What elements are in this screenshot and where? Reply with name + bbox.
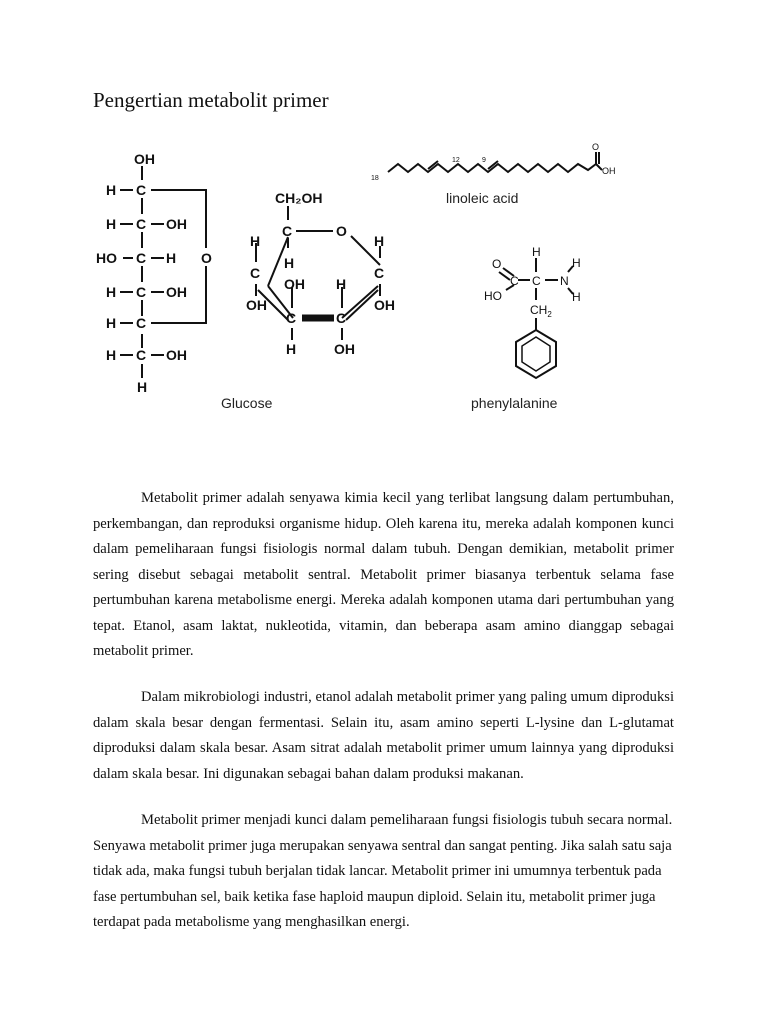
paragraph-1: Metabolit primer adalah senyawa kimia kecil yang terlibat langsung dalam pertumbuhan, perkembangan, dan reproduksi organisme hidup. Oleh karena itu, mereka adalah komponen kunci dalam pemeliharaan fungsi fisiologis normal dalam tubuh. Dengan demikian, metabolit primer sering disebut sebagai metabolit sentral. Metabolit primer biasanya terbentuk selama fase pertumbuhan karena metabolisme energi. Mereka adalah komponen utama dari pertumbuhan yang tepat. Etanol, asam laktat, nukleotida, vitamin, dan beberapa asam amino dianggap sebagai metabolit primer. <box>93 490 674 659</box>
svg-text:H: H <box>166 250 177 266</box>
svg-text:C: C <box>532 274 541 288</box>
svg-text:9: 9 <box>482 157 486 164</box>
svg-text:C: C <box>136 315 147 331</box>
svg-text:OH: OH <box>246 297 267 313</box>
svg-text:H: H <box>137 379 148 395</box>
caption-glucose: Glucose <box>221 395 273 411</box>
svg-text:OH: OH <box>166 284 187 300</box>
svg-text:H: H <box>106 284 117 300</box>
paragraph-3: Metabolit primer menjadi kunci dalam pemeliharaan fungsi fisiologis tubuh secara normal. Senyawa metabolit primer juga merupakan senyawa sentral dan sangat penting. Jika salah satu saja tidak ada, maka fungsi tubuh berjalan tidak lancar. Metabolit primer ini umumnya terbentuk pada fase pertumbuhan sel, baik ketika fase haploid maupun diploid. Selain itu, metabolit primer juga terdapat pada metabolisme yang menghasilkan energi. <box>93 812 673 930</box>
svg-text:N: N <box>560 274 569 288</box>
svg-text:OH: OH <box>134 151 155 167</box>
svg-text:18: 18 <box>371 175 379 182</box>
svg-text:H: H <box>286 341 297 357</box>
svg-text:CH₂OH: CH₂OH <box>275 190 323 206</box>
svg-text:O: O <box>201 250 212 266</box>
svg-text:H: H <box>532 245 541 259</box>
svg-text:H: H <box>106 216 117 232</box>
svg-text:H: H <box>284 255 295 271</box>
structures-drawing <box>88 140 616 430</box>
svg-text:OH: OH <box>602 166 616 176</box>
svg-text:CH2: $CH_2$ <box>530 303 552 319</box>
svg-text:O: O <box>492 257 502 271</box>
paragraph-2: Dalam mikrobiologi industri, etanol adalah metabolit primer yang paling umum diproduksi dalam skala besar dengan fermentasi. Selain itu, asam amino seperti L-lysine dan L-glutamat diproduksi dalam skala besar. Asam sitrat adalah metabolit primer umum lainnya yang diproduksi dalam skala besar. Ini digunakan sebagai bahan dalam produksi makanan. <box>93 689 674 782</box>
svg-text:C: C <box>136 284 147 300</box>
svg-text:H: H <box>374 233 385 249</box>
caption-phenylalanine: phenylalanine <box>471 395 558 411</box>
svg-text:C: C <box>510 274 519 288</box>
page-title: Pengertian metabolit primer <box>93 88 329 112</box>
svg-text:OH: OH <box>166 347 187 363</box>
svg-text:C: C <box>136 216 147 232</box>
svg-text:HO: HO <box>96 250 117 266</box>
svg-text:C: C <box>136 182 147 198</box>
svg-text:O: O <box>592 142 600 152</box>
svg-text:12: 12 <box>452 157 460 164</box>
svg-text:H: H <box>250 233 261 249</box>
caption-linoleic-acid: linoleic acid <box>446 190 519 206</box>
svg-text:OH: OH <box>334 341 355 357</box>
svg-text:C: C <box>282 223 293 239</box>
svg-text:C: C <box>136 347 147 363</box>
svg-text:H: H <box>572 290 581 304</box>
chemical-structures-figure <box>88 140 616 430</box>
svg-text:H: H <box>106 182 117 198</box>
svg-text:C: C <box>336 310 347 326</box>
svg-text:OH: OH <box>374 297 395 313</box>
svg-text:O: O <box>336 223 347 239</box>
svg-text:C: C <box>136 250 147 266</box>
svg-text:H: H <box>572 256 581 270</box>
svg-text:C: C <box>286 310 297 326</box>
svg-text:C: C <box>250 265 261 281</box>
svg-text:H: H <box>106 315 117 331</box>
svg-text:OH: OH <box>284 276 305 292</box>
svg-text:H: H <box>106 347 117 363</box>
svg-text:C: C <box>374 265 385 281</box>
svg-text:OH: OH <box>166 216 187 232</box>
svg-text:H: H <box>336 276 347 292</box>
svg-text:HO: HO <box>484 289 502 303</box>
